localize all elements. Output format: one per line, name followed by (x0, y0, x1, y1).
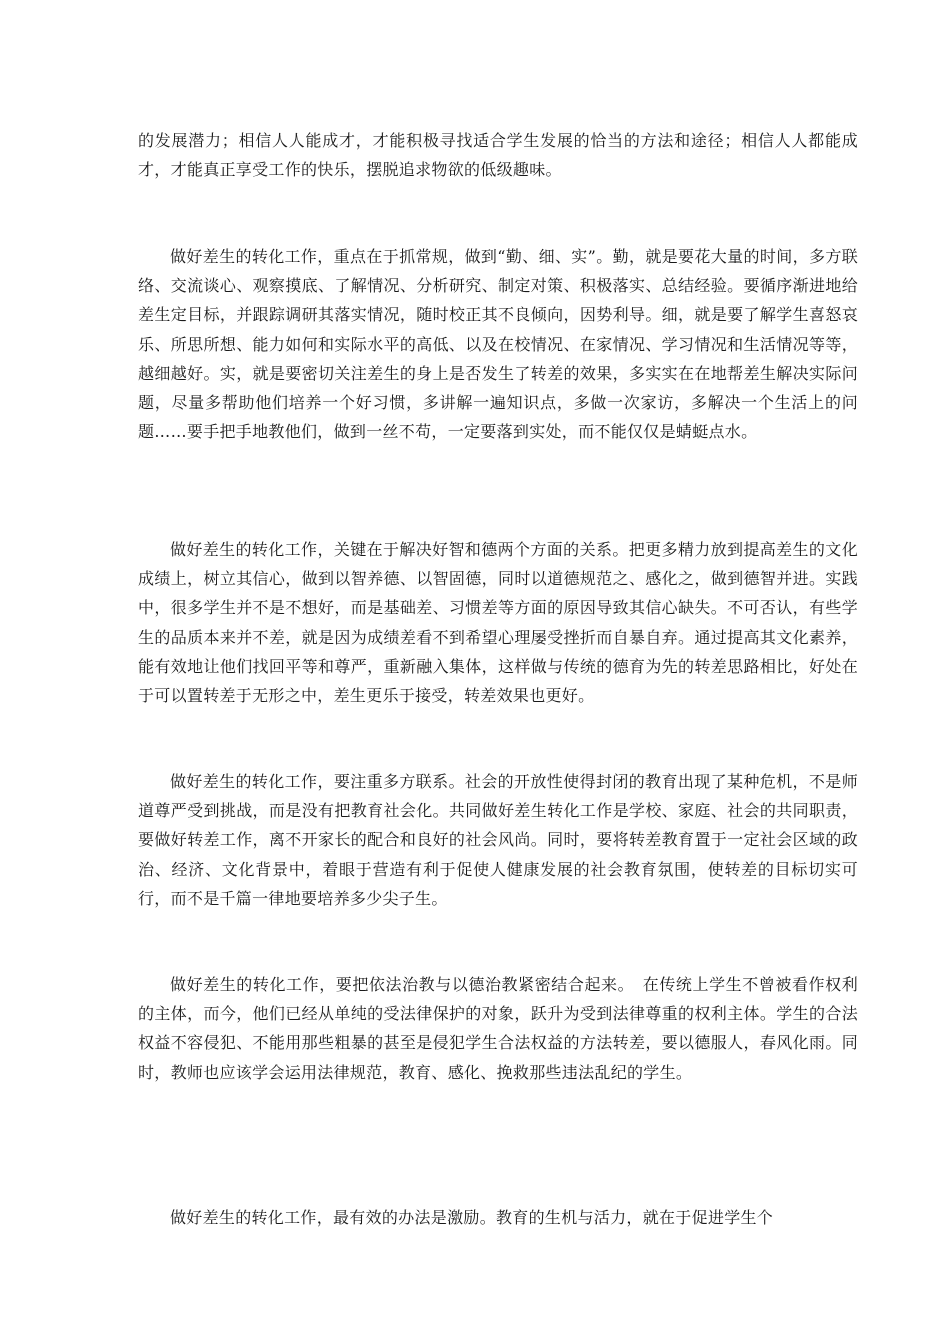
paragraph-routine-work: 做好差生的转化工作，重点在于抓常规，做到“勤、细、实”。勤，就是要花大量的时间，多方联络、交流谈心、观察摸底、了解情况、分析研究、制定对策、积极落实、总结经验。要循序渐进地给差生定目标，并跟踪调研其落实情况，随时校正其不良倾向，因势利导。细，就是要了解学生喜怒哀乐、所思所想、能力如何和实际水平的高低、以及在校情况、在家情况、学习情况和生活情况等等，越细越好。实，就是要密切关注差生的身上是否发生了转差的效果，多实实在在地帮差生解决实际问题，尽量多帮助他们培养一个好习惯，多讲解一遍知识点，多做一次家访，多解决一个生活上的问题……要手把手地教他们，做到一丝不苟，一定要落到实处，而不能仅仅是蜻蜓点水。 (138, 247, 858, 442)
paragraph-intellect-morality: 做好差生的转化工作，关键在于解决好智和德两个方面的关系。把更多精力放到提高差生的文化成绩上，树立其信心，做到以智养德、以智固德，同时以道德规范之、感化之，做到德智并进。实践中，很多学生并不是不想好，而是基础差、习惯差等方面的原因导致其信心缺失。不可否认，有些学生的品质本来并不差，就是因为成绩差看不到希望心理屡受挫折而自暴自弃。通过提高其文化素养，能有效地让他们找回平等和尊严，重新融入集体，这样做与传统的德育为先的转差思路相比，好处在于可以置转差于无形之中，差生更乐于接受，转差效果也更好。 (138, 540, 858, 706)
paragraph-multi-party-contact: 做好差生的转化工作，要注重多方联系。社会的开放性使得封闭的教育出现了某种危机，不是师道尊严受到挑战，而是没有把教育社会化。共同做好差生转化工作是学校、家庭、社会的共同职责，要做好转差工作，离不开家长的配合和良好的社会风尚。同时，要将转差教育置于一定社会区域的政治、经济、文化背景中，着眼于营造有利于促使人健康发展的社会教育氛围，使转差的目标切实可行，而不是千篇一律地要培养多少尖子生。 (138, 772, 858, 908)
paragraph-law-and-virtue: 做好差生的转化工作，要把依法治教与以德治教紧密结合起来。 在传统上学生不曾被看作权利的主体，而今，他们已经从单纯的受法律保护的对象，跃升为受到法律尊重的权利主体。学生的合法权益不容侵犯、不能用那些粗暴的甚至是侵犯学生合法权益的方法转差，要以德服人，春风化雨。同时，教师也应该学会运用法律规范，教育、感化、挽救那些违法乱纪的学生。 (138, 975, 858, 1082)
paragraph-encouragement: 做好差生的转化工作，最有效的办法是激励。教育的生机与活力，就在于促进学生个 (170, 1208, 774, 1227)
paragraph-continuation: 的发展潜力；相信人人能成才，才能积极寻找适合学生发展的恰当的方法和途径；相信人人都能成才，才能真正享受工作的快乐，摆脱追求物欲的低级趣味。 (138, 131, 858, 180)
